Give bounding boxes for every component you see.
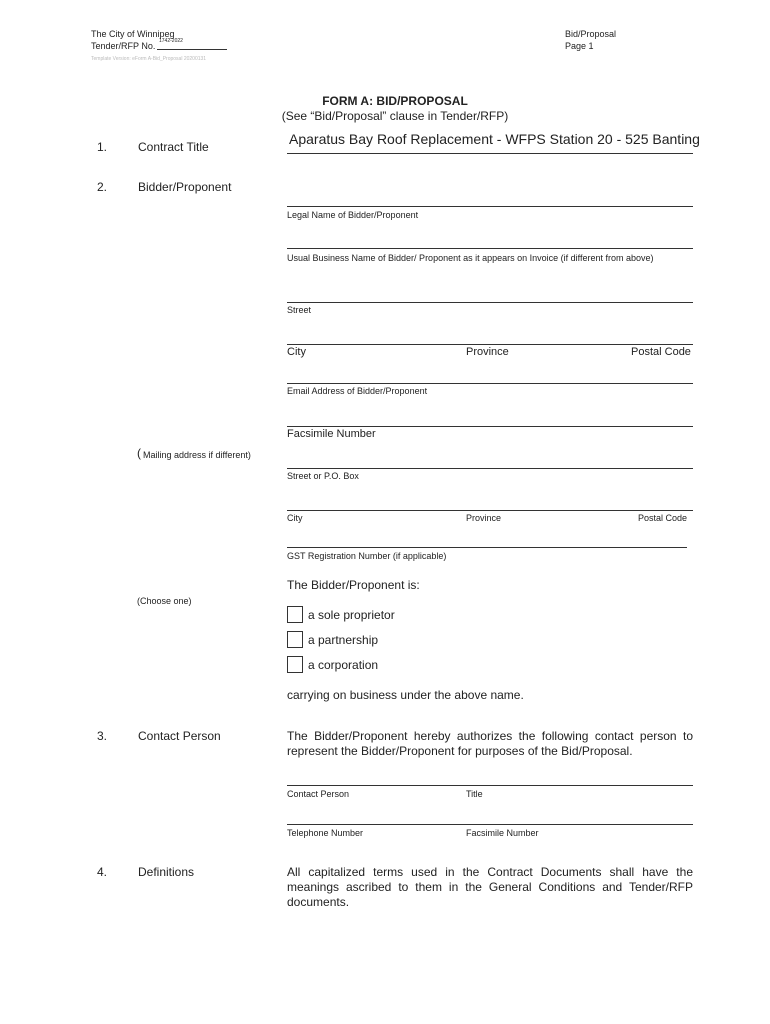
mailing-city-label: City	[287, 513, 303, 523]
mailing-paren: (	[137, 446, 141, 460]
tender-no: 1742-2022	[159, 38, 183, 44]
corporation-checkbox[interactable]	[287, 656, 303, 673]
page-number: Page 1	[565, 41, 594, 51]
corporation-label: a corporation	[308, 658, 379, 672]
province-label: Province	[466, 346, 509, 358]
contact-authorization-text: The Bidder/Proponent hereby authorizes the following contact person to represent the Bidder/Proponent for purposes of the Bid/Proposal.	[287, 729, 693, 758]
contact-fax-label: Facsimile Number	[466, 828, 539, 838]
street-field[interactable]	[287, 302, 693, 303]
street-po-label: Street or P.O. Box	[287, 471, 359, 481]
sole-proprietor-label: a sole proprietor	[308, 608, 395, 622]
section-4-number: 4.	[97, 865, 108, 879]
section-4-label: Definitions	[138, 865, 195, 879]
fax-field[interactable]	[287, 426, 693, 427]
form-title: FORM A: BID/PROPOSAL	[322, 94, 468, 108]
mailing-postal-label: Postal Code	[638, 513, 688, 523]
partnership-checkbox[interactable]	[287, 631, 303, 648]
telephone-field[interactable]	[287, 824, 693, 825]
contact-person-field[interactable]	[287, 785, 693, 786]
sole-proprietor-checkbox[interactable]	[287, 606, 303, 623]
email-label: Email Address of Bidder/Proponent	[287, 386, 428, 396]
bidder-is-label: The Bidder/Proponent is:	[287, 578, 420, 592]
contract-title-line	[287, 153, 693, 154]
city-label: City	[287, 346, 306, 358]
email-field[interactable]	[287, 383, 693, 384]
gst-label: GST Registration Number (if applicable)	[287, 551, 447, 561]
fax-label: Facsimile Number	[287, 428, 376, 440]
contact-person-label: Contact Person	[287, 789, 350, 799]
legal-name-field[interactable]	[287, 206, 693, 207]
street-label: Street	[287, 305, 312, 315]
contract-title-value[interactable]: Aparatus Bay Roof Replacement - WFPS Station 20 - 525 Banting	[289, 131, 700, 147]
mailing-city-field[interactable]	[287, 510, 693, 511]
section-2-number: 2.	[97, 180, 108, 194]
postal-code-label: Postal Code	[631, 346, 691, 358]
carrying-on-text: carrying on business under the above name.	[287, 688, 524, 702]
section-3-number: 3.	[97, 729, 108, 743]
mailing-address-label: Mailing address if different)	[143, 450, 251, 460]
street-po-field[interactable]	[287, 468, 693, 469]
header-org: The City of Winnipeg	[91, 29, 175, 39]
section-2-label: Bidder/Proponent	[138, 180, 232, 194]
form-subtitle: (See “Bid/Proposal” clause in Tender/RFP)	[281, 109, 509, 123]
section-1-number: 1.	[97, 140, 108, 154]
usual-name-label: Usual Business Name of Bidder/ Proponent as it appears on Invoice (if different from above)	[287, 253, 654, 263]
mailing-province-label: Province	[466, 513, 502, 523]
template-version: Template Version: eForm A-Bid_Proposal 20200131	[91, 56, 207, 62]
tender-label: Tender/RFP No.	[91, 41, 156, 51]
gst-field[interactable]	[287, 547, 687, 548]
definitions-text: All capitalized terms used in the Contract Documents shall have the meanings ascribed to them in the General Conditions and Tender/RFP documents.	[287, 865, 693, 909]
section-3-label: Contact Person	[138, 729, 221, 743]
city-province-postal-field[interactable]	[287, 344, 693, 345]
choose-one-label: (Choose one)	[137, 596, 192, 606]
telephone-label: Telephone Number	[287, 828, 364, 838]
section-1-label: Contract Title	[138, 140, 209, 154]
contact-title-label: Title	[466, 789, 483, 799]
tender-no-field	[157, 38, 227, 50]
doc-type: Bid/Proposal	[565, 29, 617, 39]
partnership-label: a partnership	[308, 633, 379, 647]
usual-name-field[interactable]	[287, 248, 693, 249]
legal-name-label: Legal Name of Bidder/Proponent	[287, 210, 419, 220]
